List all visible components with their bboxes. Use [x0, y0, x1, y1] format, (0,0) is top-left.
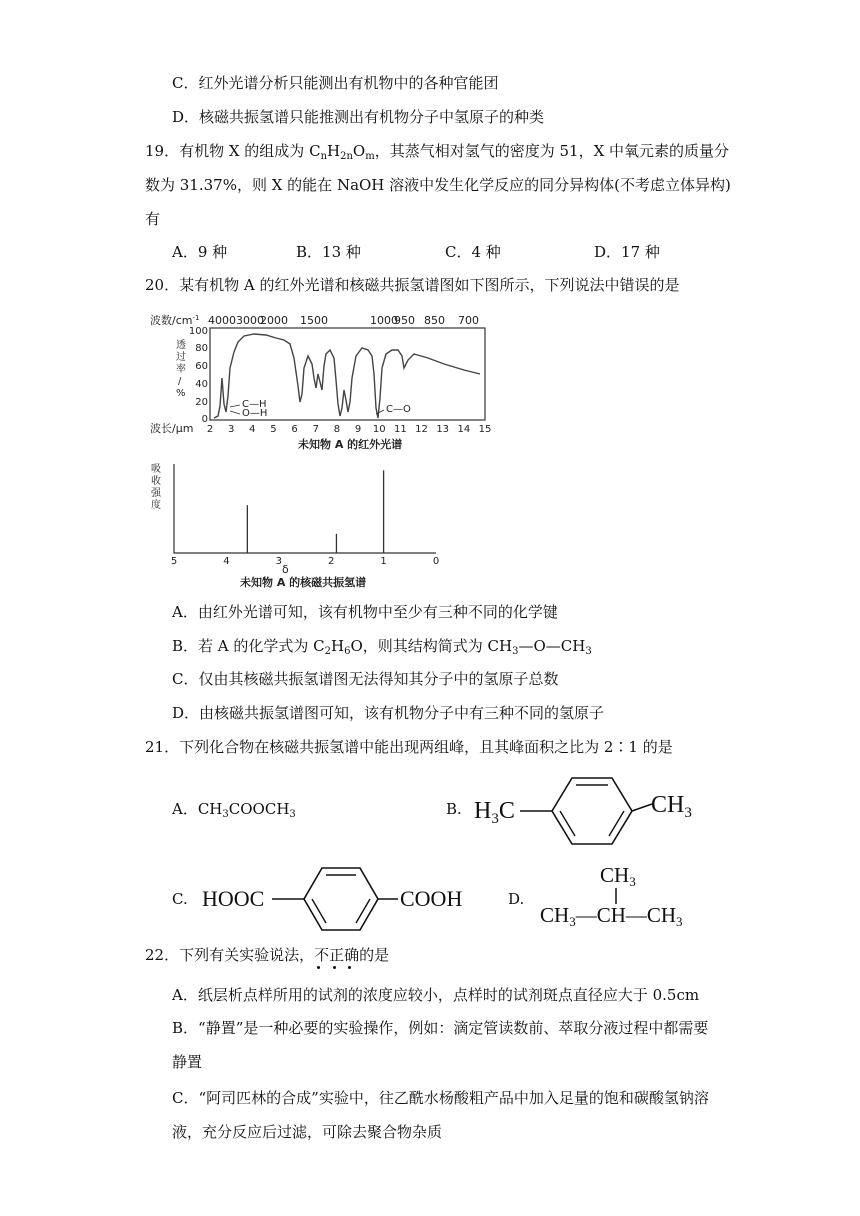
nmr-x-tick: 4	[223, 556, 230, 567]
nmr-axes	[174, 464, 436, 553]
q21-a-text: A．CH	[172, 800, 223, 818]
nmr-y-label-char: 收	[151, 476, 161, 487]
nmr-spectrum-chart	[148, 460, 443, 592]
ir-top-axis-label: 波数$/cm^{-1}$	[150, 314, 200, 327]
q19-option-a: A．9 种	[172, 243, 228, 261]
nmr-peaks	[247, 470, 383, 553]
nmr-x-tick: 5	[170, 556, 178, 567]
ir-annotation-oh: O—H	[242, 408, 268, 419]
ir-y-tick: 0	[201, 414, 208, 425]
ring-double-bond	[312, 899, 326, 923]
q19-sub: n	[320, 151, 328, 162]
ir-bottom-tick: 9	[354, 424, 362, 435]
isobutane-structure	[536, 858, 706, 930]
q22-option-b-cont: 静置	[172, 1053, 203, 1071]
d-chain: CH3—CH—CH3	[540, 903, 683, 929]
ir-y-tick: 80	[195, 343, 208, 354]
q20-b-text: H	[331, 637, 345, 655]
ir-top-tick: 2000	[260, 314, 288, 327]
q19-text: 19．有机物 X 的组成为 C	[145, 142, 321, 160]
ir-top-tick: 1000	[370, 314, 398, 327]
ir-y-label-char: 过	[176, 352, 186, 363]
q21-a-sub: 3	[289, 809, 296, 820]
q19-stem-line3: 有	[145, 210, 161, 228]
q21-option-a	[172, 798, 296, 826]
q22-stem: 22．下列有关实验说法，不正确的是	[145, 946, 390, 964]
nmr-x-tick: 3	[275, 556, 282, 567]
b-left-methyl: $H_3C$	[474, 798, 515, 827]
ir-annotation-co: C—O	[386, 404, 411, 415]
ring-double-bond	[560, 811, 575, 836]
ir-y-tick: 60	[195, 361, 208, 372]
q19-text: ，其蒸气相对氢气的密度为 51，X 中氧元素的质量分	[374, 142, 730, 160]
q19-stem-line2: 数为 31.37%，则 X 的能在 NaOH 溶液中发生化学反应的同分异构体(不考虑立体异构)	[145, 176, 731, 194]
nmr-y-label-char: 强	[151, 488, 161, 499]
q19-sub: m	[365, 151, 375, 162]
emphasis-dot	[348, 966, 351, 969]
q19-text: O	[352, 142, 366, 160]
q20-stem: 20．某有机物 A 的红外光谱和核磁共振氢谱图如下图所示，下列说法中错误的是	[145, 276, 680, 294]
ir-top-tick: 950	[394, 314, 415, 327]
emphasis-dot	[317, 966, 320, 969]
ir-annotation-ch: C—H	[242, 399, 267, 410]
ir-bottom-tick: 8	[333, 424, 341, 435]
q18-option-d: D．核磁共振氢谱只能推测出有机物分子中氢原子的种类	[172, 108, 545, 126]
q18-option-c: C．红外光谱分析只能测出有机物中的各种官能团	[172, 74, 499, 92]
ir-bottom-axis-label: 波长/μm	[150, 422, 194, 435]
ir-y-tick: 20	[195, 397, 208, 408]
p-xylene-structure	[470, 772, 700, 850]
b-right-methyl: $CH_3$	[651, 792, 692, 821]
q20-option-b	[172, 635, 592, 663]
q22-option-c: C．“阿司匹林的合成”实验中，往乙酰水杨酸粗产品中加入足量的饱和碳酸氢钠溶	[172, 1089, 709, 1107]
d-top-methyl: CH3	[600, 863, 636, 889]
ir-bottom-tick: 5	[270, 424, 277, 435]
q20-option-c: C．仅由其核磁共振氢谱图无法得知其分子中的氢原子总数	[172, 670, 559, 688]
q21-option-b-label: B.	[446, 800, 462, 818]
ring-double-bond	[609, 811, 624, 836]
ir-y-label-char: %	[176, 388, 186, 399]
benzene-ring	[304, 868, 378, 930]
q21-a-sub: 3	[222, 809, 229, 820]
nmr-x-tick: 1	[380, 556, 387, 567]
ir-y-label-char: 率	[176, 364, 186, 375]
ir-bottom-tick: 2	[206, 424, 214, 435]
q19-text: H	[327, 142, 341, 160]
ir-top-tick: 40003000	[208, 314, 264, 327]
ir-caption: 未知物 A 的红外光谱	[298, 438, 403, 451]
q22-option-a: A．纸层析点样所用的试剂的浓度应较小，点样时的试剂斑点直径应大于 0.5cm	[172, 986, 700, 1004]
q19-option-b: B．13 种	[296, 243, 361, 261]
emphasis-dot	[333, 966, 336, 969]
nmr-x-label: δ	[282, 563, 289, 576]
ir-y-tick: 40	[195, 379, 208, 390]
nmr-x-tick: 2	[328, 556, 335, 567]
ir-y-label-char: /	[178, 376, 182, 387]
ir-bottom-tick: 12	[415, 424, 428, 435]
q20-b-sub: 6	[344, 646, 351, 657]
q20-b-text: —O—CH	[518, 637, 586, 655]
ring-double-bond	[356, 899, 370, 923]
q19-option-c: C．4 种	[445, 243, 501, 261]
q20-b-sub: 2	[324, 646, 332, 657]
ir-top-tick: 700	[458, 314, 479, 327]
q22-option-b: B．“静置”是一种必要的实验操作，例如：滴定管读数前、萃取分液过程中都需要	[172, 1019, 709, 1037]
ir-bottom-tick: 6	[291, 424, 298, 435]
ir-top-tick: 1500	[300, 314, 328, 327]
q20-b-text: B．若 A 的化学式为 C	[172, 637, 325, 655]
q21-stem: 21．下列化合物在核磁共振氢谱中能出现两组峰，且其峰面积之比为 2∶1 的是	[145, 738, 673, 756]
ir-bottom-tick: 3	[227, 424, 235, 435]
c-right-group: COOH	[400, 886, 463, 911]
bond	[632, 804, 652, 811]
q19-sub: 2n	[340, 151, 353, 162]
nmr-x-ticks	[171, 556, 439, 567]
q19-stem	[145, 140, 729, 168]
terephthalic-acid-structure	[200, 862, 475, 936]
q19-option-d: D．17 种	[594, 243, 660, 261]
q21-a-text: COOCH	[228, 800, 290, 818]
ir-bottom-tick: 4	[249, 424, 256, 435]
ir-y-tick: 100	[188, 326, 208, 337]
q20-option-a: A．由红外光谱可知，该有机物中至少有三种不同的化学键	[172, 603, 558, 621]
ir-bottom-tick: 11	[394, 424, 407, 435]
ir-bottom-tick: 15	[478, 424, 492, 435]
ir-spectrum-chart	[148, 308, 493, 456]
benzene-ring	[552, 778, 632, 844]
ir-bottom-ticks	[207, 424, 492, 435]
c-left-group: HOOC	[202, 886, 265, 911]
ir-y-label-char: 透	[176, 340, 186, 351]
q20-b-text: O，则其结构简式为 CH	[350, 637, 513, 655]
ir-bottom-tick: 7	[312, 424, 319, 435]
ir-top-tick: 850	[424, 314, 445, 327]
q20-b-sub: 3	[512, 646, 519, 657]
nmr-y-label-char: 度	[151, 500, 161, 511]
ir-bottom-tick: 13	[436, 424, 450, 435]
q21-option-d-label: D.	[508, 890, 525, 908]
ir-bottom-tick: 14	[457, 424, 471, 435]
q22-option-c-cont: 液，充分反应后过滤，可除去聚合物杂质	[172, 1123, 443, 1141]
ir-bottom-tick: 10	[372, 424, 386, 435]
nmr-y-label-char: 吸	[151, 464, 161, 475]
q20-option-d: D．由核磁共振氢谱图可知，该有机物分子中有三种不同的氢原子	[172, 704, 605, 722]
q20-b-sub: 3	[585, 646, 592, 657]
nmr-caption: 未知物 A 的核磁共振氢谱	[240, 576, 367, 589]
q21-option-c-label: C.	[172, 890, 188, 908]
nmr-x-tick: 0	[432, 556, 440, 567]
